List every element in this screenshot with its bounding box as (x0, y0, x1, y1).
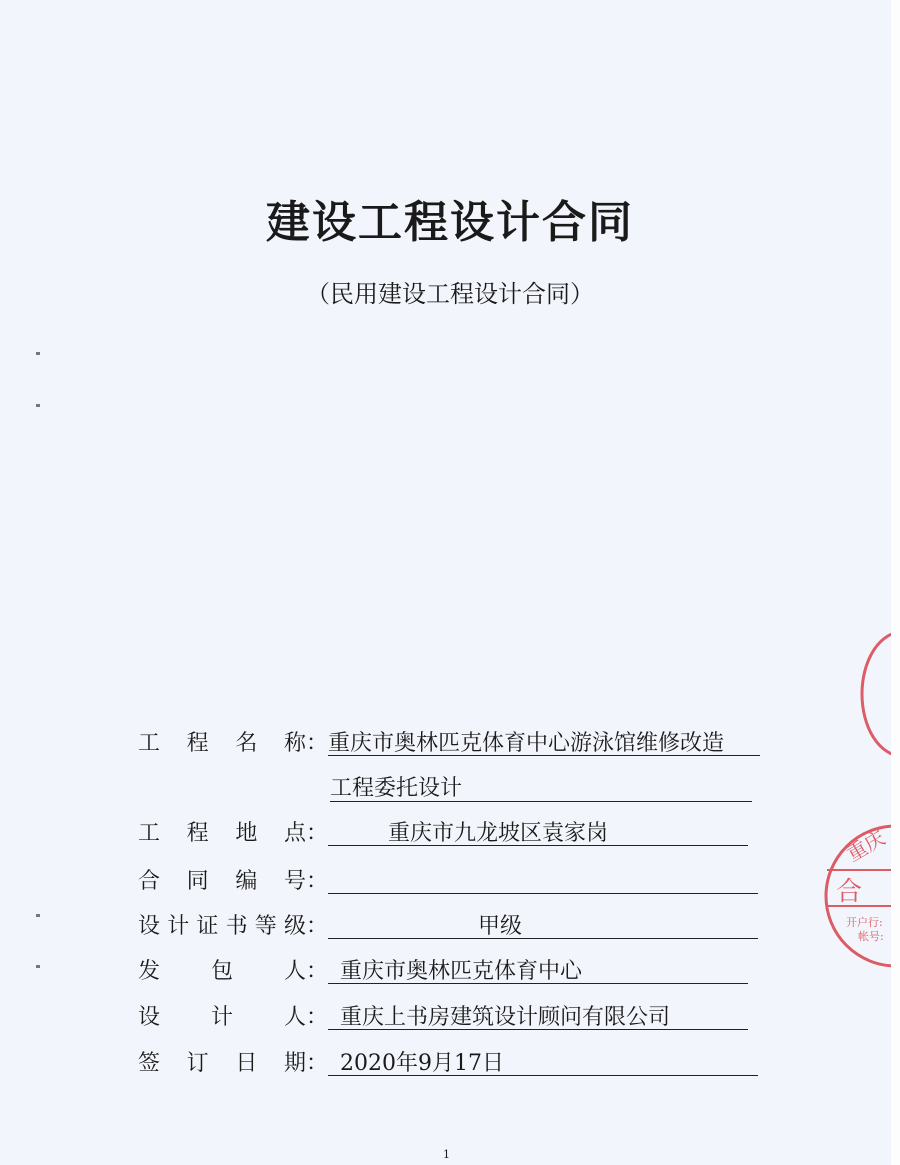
contract-seal-lower (826, 826, 891, 966)
label-char: 程 (186, 731, 209, 756)
field-value: 重庆上书房建筑设计顾问有限公司 (328, 1000, 748, 1030)
binding-hole-mark (36, 404, 40, 407)
field-value (328, 864, 758, 894)
page-number: 1 (443, 1148, 450, 1161)
field-value: 甲级 (328, 909, 758, 939)
label-char: 人： (283, 959, 328, 984)
field-value-continuation: 工程委托设计 (330, 771, 752, 802)
seals (800, 620, 891, 980)
label-char: 包 (210, 959, 233, 984)
field-value: 重庆市九龙坡区袁家岗 (328, 816, 748, 846)
label-char: 等 (254, 914, 277, 939)
label-char: 发 (138, 959, 161, 984)
field-label (138, 954, 328, 985)
label-char: 签 (138, 1051, 161, 1076)
seal-text-bank: 开户行: (846, 916, 883, 929)
label-char: 号： (283, 869, 328, 894)
binding-hole-mark (36, 352, 40, 355)
label-char: 工 (138, 731, 161, 756)
label-char: 称： (283, 731, 328, 756)
label-char: 点： (283, 821, 328, 846)
label-char: 编 (235, 869, 258, 894)
label-char: 书 (225, 914, 248, 939)
label-char: 设 (138, 1005, 161, 1030)
label-char: 同 (186, 869, 209, 894)
label-char: 计 (167, 914, 190, 939)
label-char: 设 (138, 914, 161, 939)
document-subtitle: （民用建设工程设计合同） (306, 280, 594, 308)
seal-text-account: 帐号: (858, 930, 884, 943)
field-value: 重庆市奥林匹克体育中心 (328, 954, 748, 984)
label-char: 期： (283, 1051, 328, 1076)
field-value: 2020年9月17日 (328, 1046, 758, 1076)
seal-text-mid: 合 (836, 877, 863, 907)
field-label (138, 1046, 328, 1077)
label-char: 合 (138, 869, 161, 894)
label-char: 工 (138, 821, 161, 846)
label-char: 地 (235, 821, 258, 846)
label-char: 证 (196, 914, 219, 939)
field-label (138, 909, 328, 940)
binding-hole-mark (36, 965, 40, 968)
field-label (138, 1000, 328, 1031)
seal-text-top: 重庆 (842, 825, 890, 867)
binding-hole-mark (36, 914, 40, 917)
document-title: 建设工程设计合同 (266, 197, 634, 248)
page-edge (891, 0, 900, 1165)
label-char: 程 (186, 821, 209, 846)
label-char: 日 (235, 1051, 258, 1076)
field-label (138, 864, 328, 895)
field-label (138, 726, 328, 757)
label-char: 人： (283, 1005, 328, 1030)
label-char: 订 (186, 1051, 209, 1076)
field-value: 重庆市奥林匹克体育中心游泳馆维修改造 (328, 726, 760, 756)
label-char: 名 (235, 731, 258, 756)
label-char: 计 (210, 1005, 233, 1030)
label-char: 级： (283, 914, 328, 939)
field-label (138, 816, 328, 847)
company-seal-upper (862, 632, 891, 756)
